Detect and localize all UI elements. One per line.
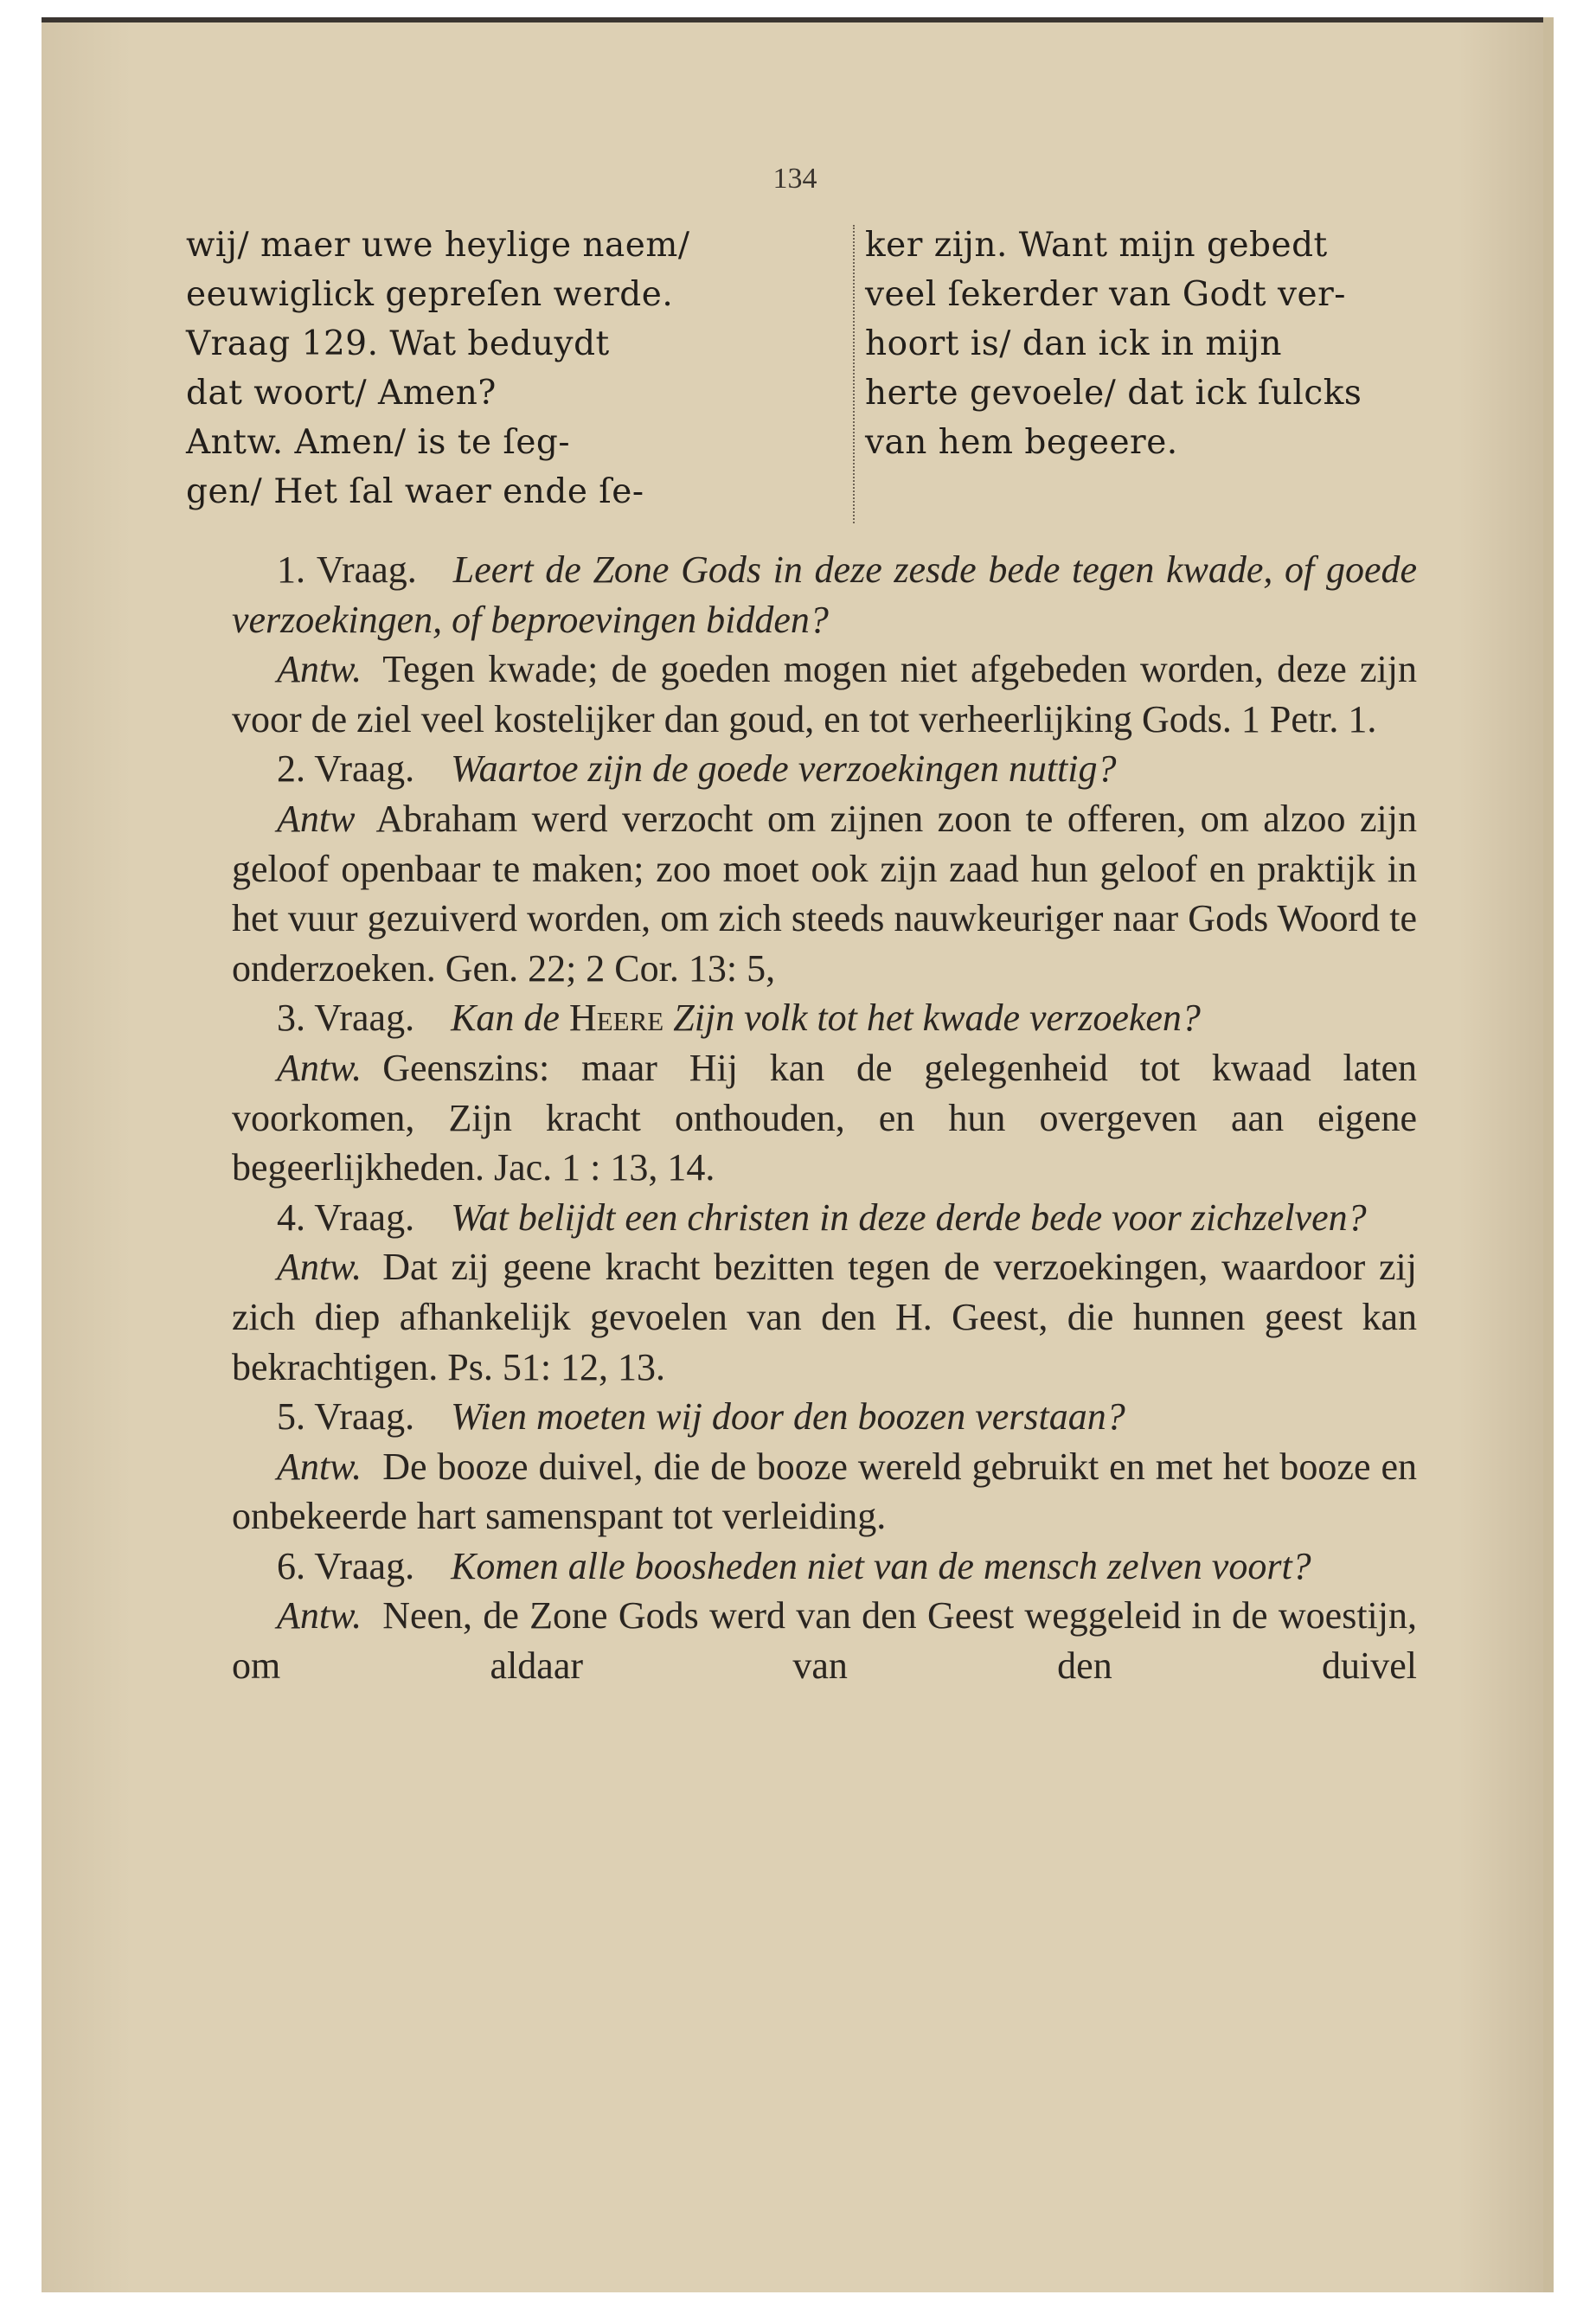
answer-2 — [232, 794, 1417, 993]
question-1 — [232, 545, 1417, 644]
answer-label: Antw. — [277, 1046, 362, 1089]
gothic-line: wij/ maer uwe heylige naem/ — [186, 226, 690, 265]
gothic-line: dat woort/ Amen? — [186, 374, 497, 413]
gothic-column-right — [865, 221, 1419, 467]
question-6 — [232, 1541, 1417, 1592]
question-label: Vraag. — [314, 997, 415, 1040]
answer-label: Antw. — [277, 1445, 362, 1488]
answer-1 — [232, 644, 1417, 744]
question-number: 4. — [277, 1195, 305, 1239]
question-label: Vraag. — [314, 1544, 415, 1587]
page-right-edge — [1543, 17, 1554, 2292]
gothic-line: herte gevoele/ dat ick ſulcks — [865, 374, 1362, 413]
question-text-post: Zijn volk tot het kwade verzoeken? — [673, 997, 1201, 1040]
answer-label: Antw — [277, 797, 356, 840]
question-number: 3. — [277, 997, 305, 1040]
answer-text: Abraham werd verzocht om zijnen zoon te offeren, om alzoo zijn geloof openbaar te maken; zoo moet ook zijn zaad hun geloof en praktijk in het vuur gezuiverd worden, om zich steeds nauwkeuriger naar Gods Woord te onderzoeken. Gen. 22; 2 Cor. 13: 5, — [232, 797, 1417, 990]
gothic-line: veel ſekerder van Godt ver- — [865, 275, 1346, 314]
answer-text: Geenszins: maar Hij kan de gelegenheid tot kwaad laten voorkomen, Zijn kracht onthouden, en hun overgeven aan eigene begeerlijkheden. Jac. 1 : 13, 14. — [232, 1046, 1417, 1189]
question-label: Vraag. — [314, 1395, 415, 1439]
answer-text: Dat zij geene kracht bezitten tegen de verzoekingen, waardoor zij zich diep afhankelijk gevoelen van den H. Geest, die hunnen geest kan bekrachtigen. Ps. 51: 12, 13. — [232, 1246, 1417, 1388]
question-label: Vraag. — [314, 1195, 415, 1239]
answer-label: Antw. — [277, 1594, 362, 1638]
gothic-line: Antw. Amen/ is te ſeg- — [186, 423, 571, 462]
question-5 — [232, 1392, 1417, 1442]
answer-label: Antw. — [277, 1246, 362, 1289]
question-2 — [232, 744, 1417, 794]
question-number: 5. — [277, 1395, 305, 1439]
question-text: Wat belijdt een christen in deze derde bede voor zichzelven? — [451, 1195, 1367, 1239]
page-number: 134 — [772, 163, 817, 195]
question-text: Waartoe zijn de goede verzoekingen nuttig? — [451, 747, 1117, 791]
question-text: Komen alle boosheden niet van de mensch zelven voort? — [451, 1544, 1311, 1587]
question-text: Wien moeten wij door den boozen verstaan? — [451, 1395, 1125, 1439]
column-divider — [853, 225, 855, 523]
question-4 — [232, 1193, 1417, 1243]
question-label: Vraag. — [316, 548, 417, 591]
page-top-edge — [42, 17, 1548, 22]
gothic-line: hoort is/ dan ick in mijn — [865, 324, 1283, 363]
gothic-line: Vraag 129. Wat beduydt — [186, 324, 610, 363]
catechism-body — [232, 545, 1417, 1691]
question-label: Vraag. — [314, 747, 415, 791]
gothic-column-left — [186, 221, 843, 516]
question-text: Leert de Zone Gods in deze zesde bede tegen kwade, of goede verzoekingen, of beproevingen bidden? — [232, 548, 1417, 641]
gothic-line: eeuwiglick gepreſen werde. — [186, 275, 674, 314]
answer-6 — [232, 1591, 1417, 1690]
question-text-smallcaps: Heere — [568, 997, 664, 1040]
gothic-line: ker zijn. Want mijn gebedt — [865, 226, 1328, 265]
gothic-line: van hem begeere. — [865, 423, 1178, 462]
answer-text: Neen, de Zone Gods werd van den Geest weggeleid in de woestijn, om aldaar van den duivel — [232, 1594, 1417, 1688]
gothic-line: gen/ Het ſal waer ende ſe- — [186, 472, 644, 511]
answer-5 — [232, 1442, 1417, 1541]
question-3 — [232, 993, 1417, 1043]
question-number: 6. — [277, 1544, 305, 1587]
answer-4 — [232, 1242, 1417, 1392]
answer-text: De booze duivel, die de booze wereld gebruikt en met het booze en onbekeerde hart samenspant tot verleiding. — [232, 1445, 1417, 1538]
answer-3 — [232, 1043, 1417, 1193]
question-number: 2. — [277, 747, 305, 791]
question-text-pre: Kan de — [451, 997, 560, 1040]
answer-text: Tegen kwade; de goeden mogen niet afgebeden worden, deze zijn voor de ziel veel kostelijker dan goud, en tot verheerlijking Gods. 1 Petr. 1. — [232, 648, 1417, 740]
answer-label: Antw. — [277, 648, 362, 691]
question-number: 1. — [277, 548, 305, 591]
